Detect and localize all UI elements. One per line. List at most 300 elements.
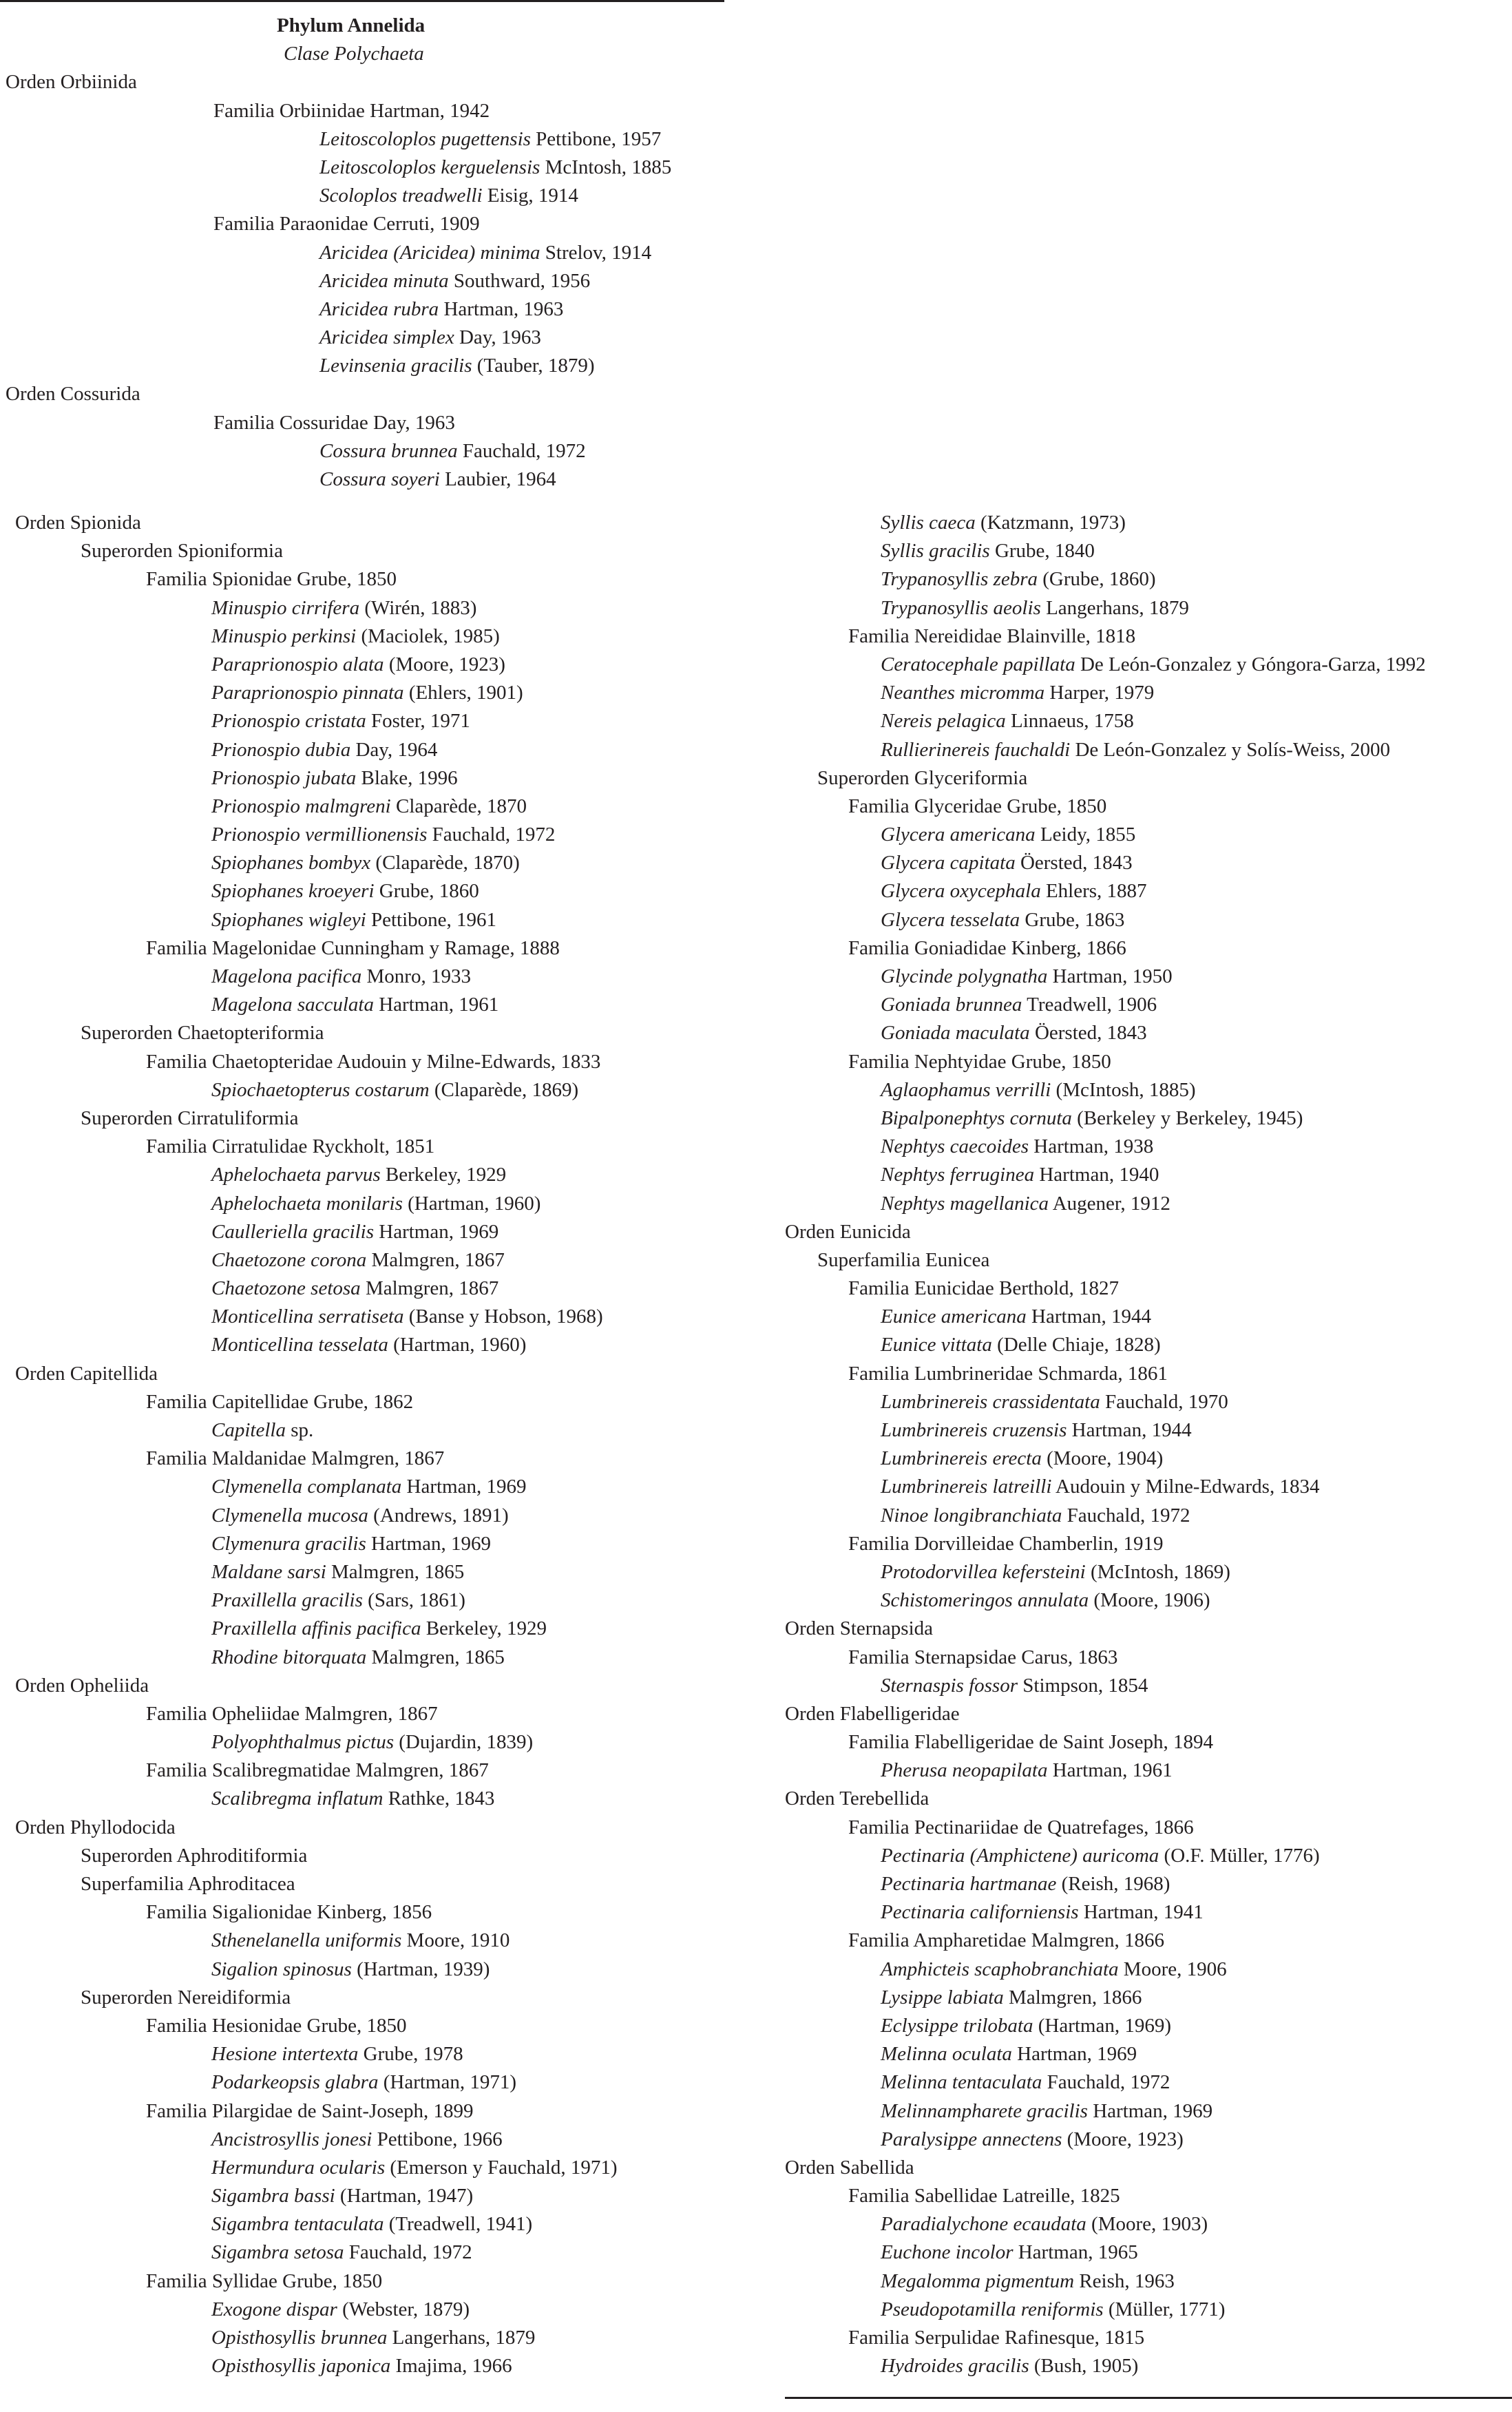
species-name: Polyophthalmus pictus [211,1731,395,1754]
species-authority: Hartman, 1961 [373,994,499,1016]
species-entry [0,1303,618,1331]
species-name: Spiophanes bombyx [211,852,371,874]
species-name: Opisthosyllis brunnea [211,2327,388,2349]
species-entry [0,2210,618,2238]
familia-entry [0,934,618,963]
familia-entry [0,1133,618,1161]
taxon-label: Familia Cirratulidae Ryckholt, 1851 [146,1135,435,1158]
species-name: Caulleriella gracilis [211,1220,375,1243]
familia-entry [0,2267,618,2296]
taxon-label: Familia Sternapsidae Carus, 1863 [848,1646,1118,1668]
species-name: Magelona sacculata [211,994,374,1016]
species-name: Praxillella affinis pacifica [211,1617,421,1640]
species-authority: (Delle Chiaje, 1828) [991,1334,1161,1356]
taxon-label: Familia Sabellidae Latreille, 1825 [848,2185,1120,2207]
species-entry [785,1161,1426,1189]
species-name: Spiophanes kroeyeri [211,880,375,903]
species-authority: Imajima, 1966 [390,2355,512,2378]
species-authority: Langerhans, 1879 [1040,596,1189,619]
familia-entry [0,1898,618,1927]
species-authority: (Hartman, 1960) [388,1334,527,1356]
species-name: Aphelochaeta parvus [211,1164,381,1186]
species-entry [785,849,1426,877]
species-entry [785,1133,1426,1161]
species-authority: Claparède, 1870 [390,795,527,817]
taxon-label: Orden Terebellida [785,1787,930,1810]
species-name: Glycinde polygnatha [881,965,1048,987]
species-authority: (Hartman, 1971) [378,2071,516,2094]
species-name: Exogone dispar [211,2298,337,2320]
species-entry [785,1190,1426,1218]
species-entry [785,991,1426,1019]
species-name: Melinnampharete gracilis [881,2099,1088,2122]
species-entry [785,1842,1426,1870]
species-name: Chaetozone corona [211,1248,367,1271]
species-authority: (Reish, 1968) [1056,1873,1170,1895]
species-name: Magelona pacifica [211,965,362,987]
familia-entry [785,1927,1426,1955]
species-authority: Pettibone, 1966 [372,2128,503,2150]
species-entry [0,963,618,991]
species-authority: (Grube, 1860) [1038,568,1156,591]
species-authority: (Treadwell, 1941) [384,2213,533,2236]
orden-entry [0,380,671,408]
species-name: Paraprionospio alata [211,653,384,675]
species-name: Pherusa neopapilata [881,1759,1048,1782]
species-name: Sigambra tentaculata [211,2213,384,2236]
species-entry [785,1076,1426,1104]
species-entry [785,2040,1426,2068]
taxon-label: Familia Cossuridae Day, 1963 [213,411,455,434]
species-entry [0,154,671,182]
species-entry [785,707,1426,735]
species-entry [0,906,618,934]
species-entry [0,2040,618,2068]
familia-entry [0,2012,618,2040]
species-entry [0,1785,618,1813]
familia-entry [785,1275,1426,1303]
superorden-entry [785,1246,1426,1275]
species-name: Lumbrinereis crassidentata [881,1390,1100,1413]
species-entry [0,736,618,764]
species-authority: Reish, 1963 [1074,2269,1175,2292]
species-name: Spiochaetopterus costarum [211,1078,430,1101]
familia-entry [785,2182,1426,2210]
familia-entry [785,1644,1426,1672]
species-authority: (Maciolek, 1985) [356,625,500,647]
taxon-label: Familia Scalibregmatidae Malmgren, 1867 [146,1759,489,1782]
taxon-label: Familia Serpulidae Rafinesque, 1815 [848,2327,1145,2349]
taxon-label: Familia Chaetopteridae Audouin y Milne-Edwards, 1833 [146,1050,601,1073]
species-authority: Moore, 1906 [1118,1958,1227,1980]
species-name: Prionospio cristata [211,710,366,733]
species-entry [785,2352,1426,2380]
species-name: Prionospio dubia [211,738,351,761]
superorden-entry [0,1870,618,1898]
species-name: Cossura soyeri [319,468,440,490]
species-authority: De León-Gonzalez y Solís-Weiss, 2000 [1070,738,1390,761]
orden-entry [785,2154,1426,2182]
species-entry [785,2296,1426,2324]
orden-entry [0,1672,618,1700]
orden-entry [0,1360,618,1388]
species-entry [785,1984,1426,2012]
taxon-label: Superorden Cirratuliformia [81,1107,299,1129]
species-name: Sthenelanella uniformis [211,1929,402,1952]
species-name: Nephtys magellanica [881,1192,1049,1215]
taxon-label: Orden Spionida [15,512,141,534]
species-name: Glycera oxycephala [881,880,1041,903]
species-authority: Day, 1964 [350,738,438,761]
species-entry [0,1161,618,1189]
species-entry [0,1615,618,1643]
species-authority: Hartman, 1969 [401,1476,527,1498]
taxon-label: Familia Orbiinidae Hartman, 1942 [213,99,490,122]
species-authority: Fauchald, 1972 [1042,2071,1170,2094]
taxon-label: Orden Orbiinida [6,71,137,94]
species-name: Ancistrosyllis jonesi [211,2128,372,2150]
species-authority: (Claparède, 1869) [429,1078,579,1101]
species-authority: Berkeley, 1929 [380,1164,507,1186]
species-name: Rullierinereis fauchaldi [881,738,1071,761]
species-name: Protodorvillea kefersteini [881,1560,1086,1583]
species-name: Rhodine bitorquata [211,1646,367,1668]
taxon-label: Superfamilia Eunicea [817,1248,990,1271]
species-entry [785,2097,1426,2126]
species-entry [785,509,1426,537]
taxon-label: Familia Goniadidae Kinberg, 1866 [848,936,1126,959]
species-name: Lumbrinereis latreilli [881,1476,1052,1498]
familia-entry [785,934,1426,963]
species-authority: Malmgren, 1865 [326,1560,465,1583]
familia-entry [0,1700,618,1728]
species-authority: Malmgren, 1867 [360,1277,499,1300]
taxon-label: Familia Maldanidae Malmgren, 1867 [146,1447,445,1470]
species-authority: (O.F. Müller, 1776) [1159,1844,1320,1867]
left-taxa-column [0,509,618,2380]
familia-entry [785,1048,1426,1076]
familia-entry [785,1530,1426,1558]
species-name: Hesione intertexta [211,2043,359,2066]
species-entry [785,1473,1426,1501]
taxon-label: Orden Sabellida [785,2156,914,2179]
species-name: Lysippe labiata [881,1986,1004,2009]
species-entry [785,1870,1426,1898]
species-name: Pectinaria californiensis [881,1901,1079,1924]
species-authority: McIntosh, 1885 [540,156,672,178]
species-entry [0,1218,618,1246]
species-entry [785,1955,1426,1984]
species-entry [785,963,1426,991]
species-authority: Eisig, 1914 [482,185,578,207]
species-authority: (Dujardin, 1839) [394,1731,534,1754]
species-name: Maldane sarsi [211,1560,326,1583]
species-authority: Fauchald, 1972 [1062,1504,1190,1527]
species-name: Sigambra bassi [211,2185,335,2207]
species-entry [0,1190,618,1218]
taxon-label: Orden Cossurida [6,383,140,406]
taxon-label: Orden Opheliida [15,1674,149,1697]
superorden-entry [0,1104,618,1133]
taxon-label: Superorden Nereidiformia [81,1986,291,2009]
species-entry [785,2012,1426,2040]
species-name: Glycera capitata [881,852,1016,874]
species-authority: (McIntosh, 1869) [1085,1560,1230,1583]
species-authority: (Moore, 1903) [1086,2213,1208,2236]
species-authority: Hartman, 1963 [439,297,564,320]
taxon-label: Superorden Aphroditiformia [81,1844,308,1867]
species-authority: Leidy, 1855 [1035,824,1136,846]
species-authority: (Hartman, 1960) [402,1192,541,1215]
species-authority: Pettibone, 1961 [366,908,497,931]
species-entry [0,622,618,651]
species-authority: (Müller, 1771) [1103,2298,1226,2320]
species-entry [785,906,1426,934]
familia-entry [785,1814,1426,1842]
species-name: Chaetozone setosa [211,1277,361,1300]
species-authority: Hartman, 1944 [1067,1419,1192,1441]
species-authority: Foster, 1971 [366,710,470,733]
species-authority: Moore, 1910 [401,1929,510,1952]
species-entry [785,2267,1426,2296]
species-entry [785,821,1426,849]
species-name: Podarkeopsis glabra [211,2071,379,2094]
species-name: Minuspio perkinsi [211,625,357,647]
taxon-label: Familia Opheliidae Malmgren, 1867 [146,1702,438,1725]
species-name: Megalomma pigmentum [881,2269,1075,2292]
taxon-label: Familia Lumbrineridae Schmarda, 1861 [848,1362,1168,1385]
familia-entry [785,2324,1426,2352]
species-authority: Pettibone, 1957 [530,127,662,150]
species-authority: Hartman, 1969 [366,1532,491,1555]
species-name: Ceratocephale papillata [881,653,1075,675]
right-taxa-column [785,509,1426,2380]
species-name: Paraprionospio pinnata [211,682,404,704]
species-authority: (Moore, 1904) [1041,1447,1164,1470]
species-name: Bipalponephtys cornuta [881,1107,1072,1129]
taxon-label: Familia Magelonidae Cunningham y Ramage, 1888 [146,936,560,959]
species-authority: Fauchald, 1972 [427,824,556,846]
species-name: Ninoe longibranchiata [881,1504,1062,1527]
species-entry [0,1644,618,1672]
species-entry [785,1898,1426,1927]
species-name: Goniada brunnea [881,994,1022,1016]
orden-entry [785,1218,1426,1246]
species-entry [0,793,618,821]
species-entry [0,1246,618,1275]
species-entry [785,1388,1426,1416]
species-authority: (Emerson y Fauchald, 1971) [385,2156,618,2179]
taxon-label: Familia Capitellidae Grube, 1862 [146,1390,414,1413]
species-authority: Hartman, 1969 [1087,2099,1213,2122]
species-entry [0,267,671,295]
species-name: Melinna oculata [881,2043,1012,2066]
species-entry [0,239,671,267]
species-authority: sp. [285,1419,314,1441]
species-name: Eunice americana [881,1305,1027,1328]
species-entry [0,465,671,494]
class-title: Clase Polychaeta [284,43,424,65]
species-name: Cossura brunnea [319,439,458,462]
familia-entry [0,1756,618,1785]
species-entry [0,1416,618,1445]
species-name: Monticellina serratiseta [211,1305,404,1328]
species-authority: (Katzmann, 1973) [975,512,1126,534]
taxon-label: Orden Sternapsida [785,1617,934,1640]
species-authority: Hartman, 1961 [1047,1759,1173,1782]
species-entry [0,1076,618,1104]
species-entry [0,821,618,849]
species-authority: Fauchald, 1970 [1100,1390,1228,1413]
species-authority: Blake, 1996 [356,766,458,789]
species-name: Nereis pelagica [881,710,1006,733]
species-authority: Treadwell, 1906 [1022,994,1157,1016]
species-authority: (McIntosh, 1885) [1051,1078,1196,1101]
species-name: Syllis gracilis [881,540,990,563]
orden-entry [0,68,671,96]
species-name: Sigalion spinosus [211,1958,352,1980]
species-entry [0,1502,618,1530]
taxon-label: Familia Pilargidae de Saint-Joseph, 1899 [146,2099,474,2122]
species-name: Praxillella gracilis [211,1589,363,1612]
species-authority: Strelov, 1914 [540,241,652,264]
taxon-label: Orden Flabelligeridae [785,1702,960,1725]
familia-entry [0,97,671,125]
top-taxa-block [0,12,671,494]
familia-entry [785,793,1426,821]
species-authority: (Moore, 1906) [1089,1589,1210,1612]
species-entry [785,1586,1426,1615]
taxon-label: Familia Nereididae Blainville, 1818 [848,625,1136,647]
species-authority: Hartman, 1965 [1013,2241,1138,2264]
species-authority: Hartman, 1944 [1026,1305,1152,1328]
species-entry [785,1303,1426,1331]
species-authority: Day, 1963 [454,326,541,349]
taxon-label: Orden Capitellida [15,1362,158,1385]
species-entry [0,1275,618,1303]
species-name: Opisthosyllis japonica [211,2355,391,2378]
species-name: Lumbrinereis erecta [881,1447,1042,1470]
species-name: Glycera tesselata [881,908,1020,931]
species-entry [785,1502,1426,1530]
species-entry [0,437,671,465]
species-name: Monticellina tesselata [211,1334,388,1356]
familia-entry [0,1445,618,1473]
species-authority: Hartman, 1969 [1011,2043,1137,2066]
species-name: Melinna tentaculata [881,2071,1042,2094]
superorden-entry [0,1019,618,1047]
species-entry [785,594,1426,622]
species-name: Neanthes micromma [881,682,1045,704]
species-authority: Malmgren, 1865 [366,1646,505,1668]
species-authority: Malmgren, 1867 [366,1248,505,1271]
species-entry [785,1672,1426,1700]
orden-entry [0,1814,618,1842]
species-name: Prionospio vermillionensis [211,824,428,846]
species-name: Lumbrinereis cruzensis [881,1419,1067,1441]
species-authority: Berkeley, 1929 [421,1617,547,1640]
species-authority: (Hartman, 1969) [1033,2014,1172,2037]
species-entry [785,1104,1426,1133]
species-name: Hydroides gracilis [881,2355,1029,2378]
species-authority: Hartman, 1969 [374,1220,499,1243]
species-authority: Fauchald, 1972 [344,2241,472,2264]
species-entry [785,2210,1426,2238]
species-name: Goniada maculata [881,1022,1030,1045]
species-entry [0,991,618,1019]
species-name: Glycera americana [881,824,1036,846]
familia-entry [785,1360,1426,1388]
species-authority: (Bush, 1905) [1029,2355,1139,2378]
species-name: Trypanosyllis aeolis [881,596,1041,619]
species-entry [0,2068,618,2097]
taxon-label: Familia Dorvilleidae Chamberlin, 1919 [848,1532,1164,1555]
species-entry [0,2126,618,2154]
species-authority: Grube, 1860 [374,880,479,903]
species-name: Clymenura gracilis [211,1532,366,1555]
species-authority: Augener, 1912 [1049,1192,1170,1215]
species-entry [0,1586,618,1615]
species-authority: Hartman, 1940 [1034,1164,1159,1186]
species-authority: (Andrews, 1891) [368,1504,509,1527]
taxon-label: Familia Hesionidae Grube, 1850 [146,2014,407,2037]
species-entry [0,2352,618,2380]
species-entry [785,651,1426,679]
species-entry [0,1473,618,1501]
species-entry [0,182,671,210]
species-entry [785,679,1426,707]
species-name: Leitoscoloplos pugettensis [319,127,531,150]
species-authority: (Tauber, 1879) [472,355,595,377]
species-authority: (Moore, 1923) [384,653,505,675]
species-authority: Stimpson, 1854 [1018,1674,1148,1697]
species-authority: (Hartman, 1939) [351,1958,490,1980]
species-entry [785,736,1426,764]
species-entry [0,2296,618,2324]
species-name: Hermundura ocularis [211,2156,386,2179]
species-authority: Southward, 1956 [448,269,591,292]
species-name: Paradialychone ecaudata [881,2213,1086,2236]
taxon-label: Familia Flabelligeridae de Saint Joseph, 1894 [848,1731,1213,1754]
species-entry [785,1416,1426,1445]
species-entry [0,1927,618,1955]
species-entry [785,877,1426,905]
species-entry [0,679,618,707]
orden-entry [785,1615,1426,1643]
species-authority: Langerhans, 1879 [387,2327,536,2349]
species-name: Eclysippe trilobata [881,2014,1033,2037]
familia-entry [0,2097,618,2126]
species-authority: (Moore, 1923) [1062,2128,1184,2150]
species-name: Sternaspis fossor [881,1674,1018,1697]
species-authority: (Berkeley y Berkeley, 1945) [1071,1107,1303,1129]
species-authority: Harper, 1979 [1044,682,1155,704]
species-name: Amphicteis scaphobranchiata [881,1958,1119,1980]
species-entry [785,1019,1426,1047]
species-entry [0,877,618,905]
taxon-label: Familia Sigalionidae Kinberg, 1856 [146,1901,432,1924]
species-entry [785,1331,1426,1359]
species-entry [0,764,618,793]
species-authority: Fauchald, 1972 [457,439,586,462]
species-authority: Hartman, 1941 [1078,1901,1204,1924]
species-entry [0,651,618,679]
species-name: Clymenella mucosa [211,1504,368,1527]
orden-entry [0,509,618,537]
species-authority: Grube, 1978 [358,2043,463,2066]
taxon-label: Familia Syllidae Grube, 1850 [146,2269,383,2292]
superorden-entry [0,1984,618,2012]
